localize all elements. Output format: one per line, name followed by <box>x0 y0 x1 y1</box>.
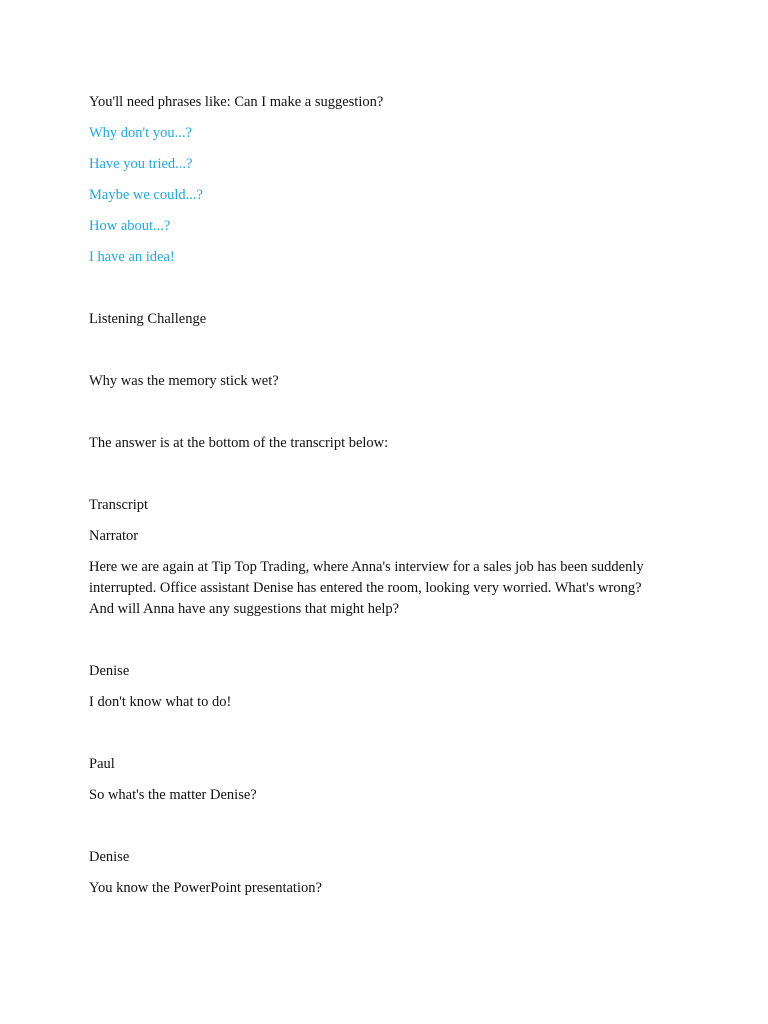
paul-line: So what's the matter Denise? <box>89 787 257 803</box>
phrase-why-dont-you: Why don't you...? <box>89 125 192 141</box>
challenge-question: Why was the memory stick wet? <box>89 373 279 389</box>
speaker-narrator: Narrator <box>89 528 139 544</box>
speaker-denise: Denise <box>89 663 130 679</box>
narrator-line: interrupted. Office assistant Denise has entered the room, looking very worried. What's wrong? <box>89 580 642 596</box>
denise-line: I don't know what to do! <box>89 694 232 710</box>
phrase-how-about: How about...? <box>89 218 171 234</box>
speaker-paul: Paul <box>89 756 115 772</box>
narrator-line: And will Anna have any suggestions that might help? <box>89 601 400 617</box>
phrase-have-you-tried: Have you tried...? <box>89 156 193 172</box>
narrator-line: Here we are again at Tip Top Trading, where Anna's interview for a sales job has been suddenly <box>89 559 644 575</box>
phrase-i-have-an-idea: I have an idea! <box>89 249 175 265</box>
denise-line: You know the PowerPoint presentation? <box>89 880 322 896</box>
narrator-paragraph <box>89 557 679 620</box>
transcript-heading: Transcript <box>89 497 149 513</box>
phrase-maybe-we-could: Maybe we could...? <box>89 187 203 203</box>
challenge-note: The answer is at the bottom of the transcript below: <box>89 435 389 451</box>
intro-text: You'll need phrases like: Can I make a suggestion? <box>89 94 384 110</box>
speaker-denise: Denise <box>89 849 130 865</box>
listening-challenge-heading: Listening Challenge <box>89 311 207 327</box>
